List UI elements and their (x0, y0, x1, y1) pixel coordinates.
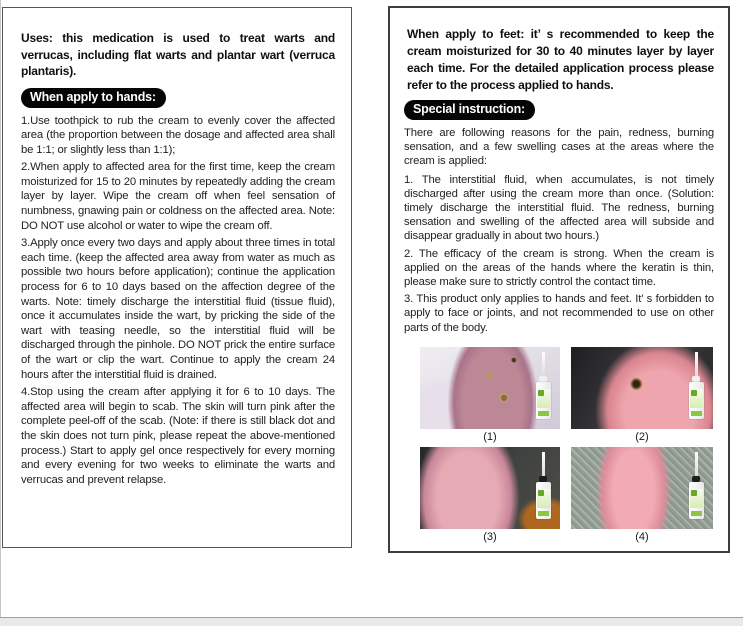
product-bottle-icon (532, 452, 554, 524)
left-panel (2, 7, 352, 548)
hands-step-2: 2.When apply to affected area for the first time, keep the cream moisturized for 15 to 20 minutes by repeatedly adding the cream layer by layer. Wipe the cream off when feel sensation of numbness, gnawing pain or coldness on the affected area. Note: DO NOT use alcohol or water to wipe the cream off. (21, 161, 335, 232)
scan-bottom-edge (0, 617, 743, 626)
special-intro: There are following reasons for the pain, redness, burning sensation, and a few swelling cases at the areas where the cream is applied: (404, 127, 714, 168)
reason-2: 2. The efficacy of the cream is strong. When the cream is applied on the areas of the hands where the keratin is thin, please make sure to strictly control the contact time. (404, 247, 714, 289)
wart-finger-photo-icon (420, 447, 560, 529)
wart-foot-photo-icon (420, 347, 560, 429)
hands-step-4: 4.Stop using the cream after applying it for 6 to 10 days. The affected area will begin to scab. The skin will turn pink after the complete peel-off of the scab. (Note: if there is still black dot and the skin does not turn pink, please repeat the above-mentioned process.) Start to apply gel once respectively for every morning and every evening for two weeks to eliminate the warts and verrucas and prevent relapse. (21, 386, 335, 486)
wart-toe-photo-icon (571, 347, 713, 429)
figure-4 (571, 447, 713, 545)
hands-step-3: 3.Apply once every two days and apply about three times in total each time. (keep the affected area away from water as much as possible two hours before application); continue the application process for 6 to 10 days based on the affection degree of the warts. Note: timely discharge the interstitial fluid (tissue fluid), once it accumulates inside the wart, by pricking the side of the wart with teasing needle, so the interstitial fluid will be discharged through the pinhole. DO NOT prick the entire surface of the wart or clip the wart. Continue to apply the cream 24 hours after the interstitial fluid is drained. (21, 237, 335, 381)
figure-1 (420, 347, 560, 445)
figure-2 (571, 347, 713, 445)
reason-3: 3. This product only applies to hands and feet. It’ s forbidden to apply to face or joints, and not recommended to use on other parts of the body. (404, 293, 714, 334)
right-panel (388, 6, 730, 553)
when-apply-to-hands-pill: When apply to hands: (21, 88, 166, 108)
product-bottle-icon (685, 352, 707, 424)
healed-toe-photo-icon (571, 447, 713, 529)
product-bottle-icon (532, 352, 554, 424)
photo-grid (420, 347, 716, 545)
photo-caption-4: (4) (635, 531, 649, 543)
product-bottle-icon (685, 452, 707, 524)
special-instruction-pill: Special instruction: (404, 100, 535, 120)
page-left-edge (0, 0, 1, 626)
uses-header: Uses: this medication is used to treat warts and verrucas, including flat warts and plantar wart (verruca plantaris). (21, 31, 335, 78)
feet-header: When apply to feet: it’ s recommended to keep the cream moisturized for 30 to 40 minutes layer by layer each time. For the detailed application process please refer to the process applied to hands. (407, 27, 714, 92)
photo-caption-2: (2) (635, 431, 649, 443)
photo-caption-1: (1) (483, 431, 497, 443)
reason-1: 1. The interstitial fluid, when accumulates, is not timely discharged after using the cream more than once. (Solution: timely discharge the interstitial fluid. The redness, burning sensation and swelling of the affected area will subside and disappear gradually in about two hours.) (404, 173, 714, 243)
photo-caption-3: (3) (483, 531, 497, 543)
hands-step-1: 1.Use toothpick to rub the cream to evenly cover the affected area (the proportion between the dosage and affected area shall be 1:1; or slightly less than 1:1); (21, 114, 335, 156)
figure-3 (420, 447, 560, 545)
